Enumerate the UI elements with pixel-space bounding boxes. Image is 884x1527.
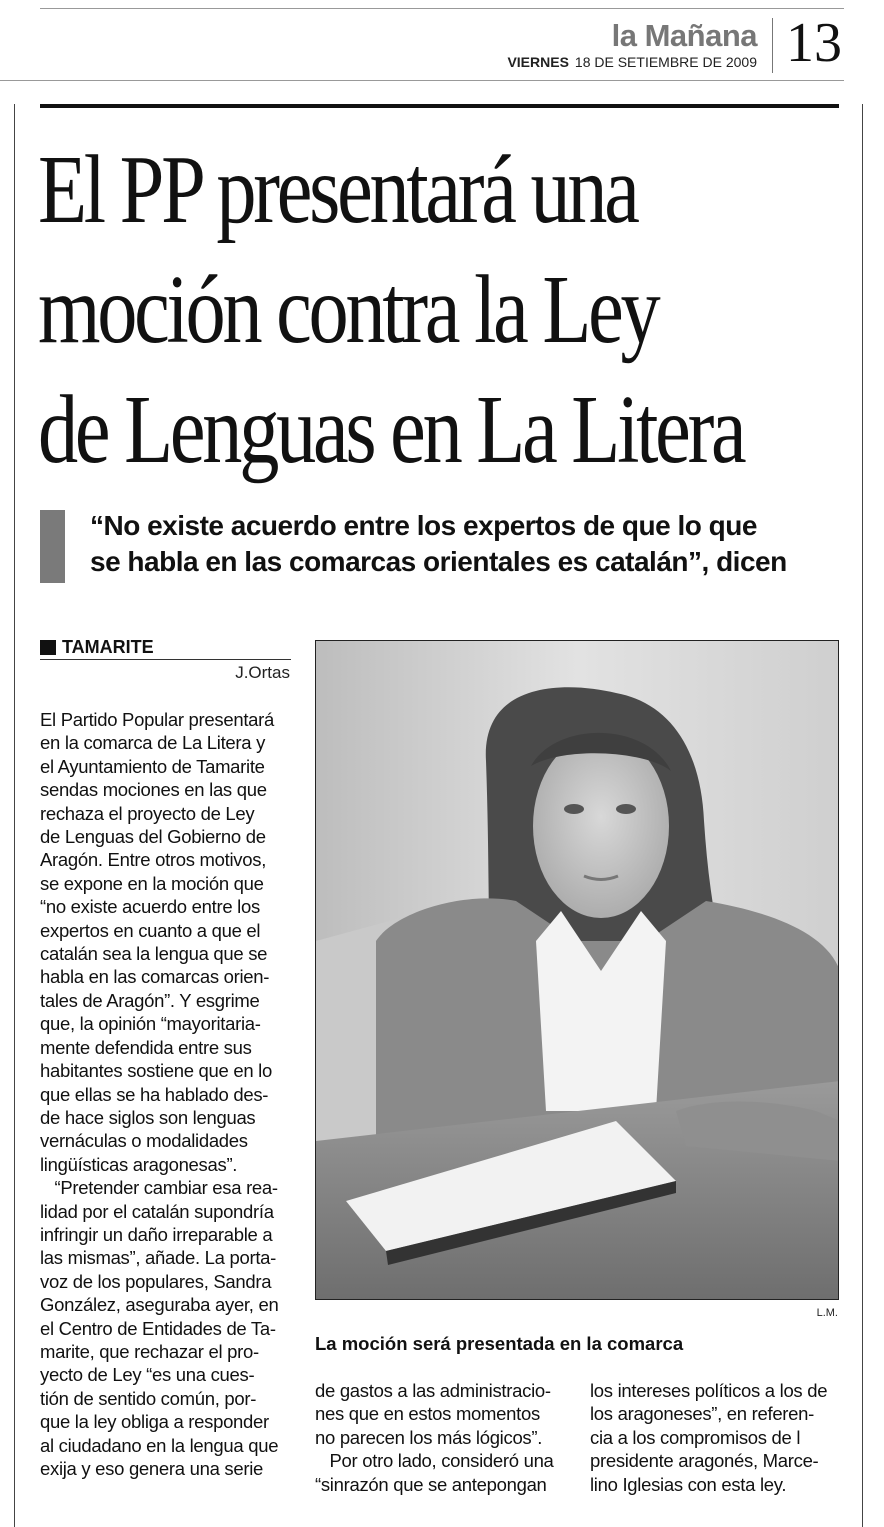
body-line: se expone en la moción que: [40, 872, 264, 894]
article-photo: [315, 640, 839, 1300]
location-square-icon: [40, 640, 56, 655]
body-line: habla en las comarcas orien-: [40, 966, 270, 988]
top-rule: [40, 8, 844, 9]
headline: [38, 130, 744, 490]
location-label: TAMARITE: [62, 637, 154, 657]
body-line: de Lenguas del Gobierno de: [40, 826, 266, 848]
body-line: “sinrazón que se antepongan: [315, 1473, 547, 1495]
right-column-rule: [862, 104, 863, 1527]
body-line: el Centro de Entidades de Ta-: [40, 1317, 276, 1339]
author: J.Ortas: [235, 663, 290, 682]
header-divider: [772, 18, 773, 73]
body-line: “Pretender cambiar esa rea-: [40, 1177, 278, 1199]
body-line: sendas mociones en las que: [40, 779, 267, 801]
photo-caption: La moción será presentada en la comarca: [315, 1333, 684, 1354]
headline-line: moción contra la Ley: [38, 256, 658, 364]
body-line: catalán sea la lengua que se: [40, 943, 268, 965]
body-line: presidente aragonés, Marce-: [590, 1450, 819, 1472]
headline-line: El PP presentará una: [38, 136, 637, 244]
photo-credit: L.M.: [816, 1307, 838, 1319]
body-line: que ellas se ha hablado des-: [40, 1083, 269, 1105]
body-line: Por otro lado, consideró una: [315, 1450, 554, 1472]
body-line: lino Iglesias con esta ley.: [590, 1473, 787, 1495]
section-top-rule: [40, 104, 839, 108]
body-line: habitantes sostiene que en lo: [40, 1060, 272, 1082]
weekday: VIERNES: [507, 54, 569, 70]
body-line: Aragón. Entre otros motivos,: [40, 849, 267, 871]
body-line: los intereses políticos a los de: [590, 1380, 828, 1401]
headline-line: de Lenguas en La Litera: [38, 376, 744, 484]
body-line: de gastos a las administracio-: [315, 1380, 551, 1401]
body-line: voz de los populares, Sandra: [40, 1270, 272, 1292]
body-line: González, aseguraba ayer, en: [40, 1294, 279, 1316]
body-line: las mismas”, añade. La porta-: [40, 1247, 277, 1269]
body-line: que la ley obliga a responder: [40, 1411, 269, 1433]
body-line: al ciudadano en la lengua que: [40, 1434, 279, 1456]
header-bottom-rule: [0, 80, 844, 81]
body-line: que, la opinión “mayoritaria-: [40, 1013, 261, 1035]
body-line: infringir un daño irreparable a: [40, 1223, 273, 1245]
body-line: mente defendida entre sus: [40, 1036, 252, 1058]
body-line: yecto de Ley “es una cues-: [40, 1364, 255, 1386]
body-line: “no existe acuerdo entre los: [40, 896, 260, 918]
subhead-line: “No existe acuerdo entre los expertos de que lo que: [90, 510, 757, 541]
dateline: [507, 53, 757, 71]
left-column-rule: [14, 104, 15, 1527]
subhead-line: se habla en las comarcas orientales es catalán”, dicen: [90, 546, 787, 577]
body-column-2: [315, 1379, 573, 1496]
body-line: en la comarca de La Litera y: [40, 732, 266, 754]
body-column-1: [40, 708, 295, 1480]
location-underline: [40, 659, 291, 660]
date: 18 DE SETIEMBRE DE 2009: [574, 54, 757, 70]
masthead: la Mañana: [611, 18, 757, 53]
body-line: tales de Aragón”. Y esgrime: [40, 989, 260, 1011]
body-line: marite, que rechazar el pro-: [40, 1340, 259, 1362]
body-line: cia a los compromisos de l: [590, 1426, 801, 1448]
body-line: expertos en cuanto a que el: [40, 919, 261, 941]
body-line: no parecen los más lógicos”.: [315, 1426, 543, 1448]
body-line: rechaza el proyecto de Ley: [40, 802, 255, 824]
body-line: lingüísticas aragonesas”.: [40, 1153, 238, 1175]
body-line: vernáculas o modalidades: [40, 1130, 248, 1152]
body-line: de hace siglos son lenguas: [40, 1106, 256, 1128]
body-line: El Partido Popular presentará: [40, 709, 274, 730]
body-line: el Ayuntamiento de Tamarite: [40, 755, 265, 777]
woman-at-table-photo: [316, 641, 839, 1300]
body-line: lidad por el catalán supondría: [40, 1200, 274, 1222]
body-line: tión de sentido común, por-: [40, 1387, 257, 1409]
body-line: los aragoneses”, en referen-: [590, 1403, 815, 1425]
body-line: nes que en estos momentos: [315, 1403, 540, 1425]
subheadline: [90, 508, 850, 580]
body-column-3: [590, 1379, 846, 1496]
page-number: 13: [786, 12, 842, 74]
body-line: exija y eso genera una serie: [40, 1458, 263, 1479]
subhead-bar: [40, 510, 65, 583]
